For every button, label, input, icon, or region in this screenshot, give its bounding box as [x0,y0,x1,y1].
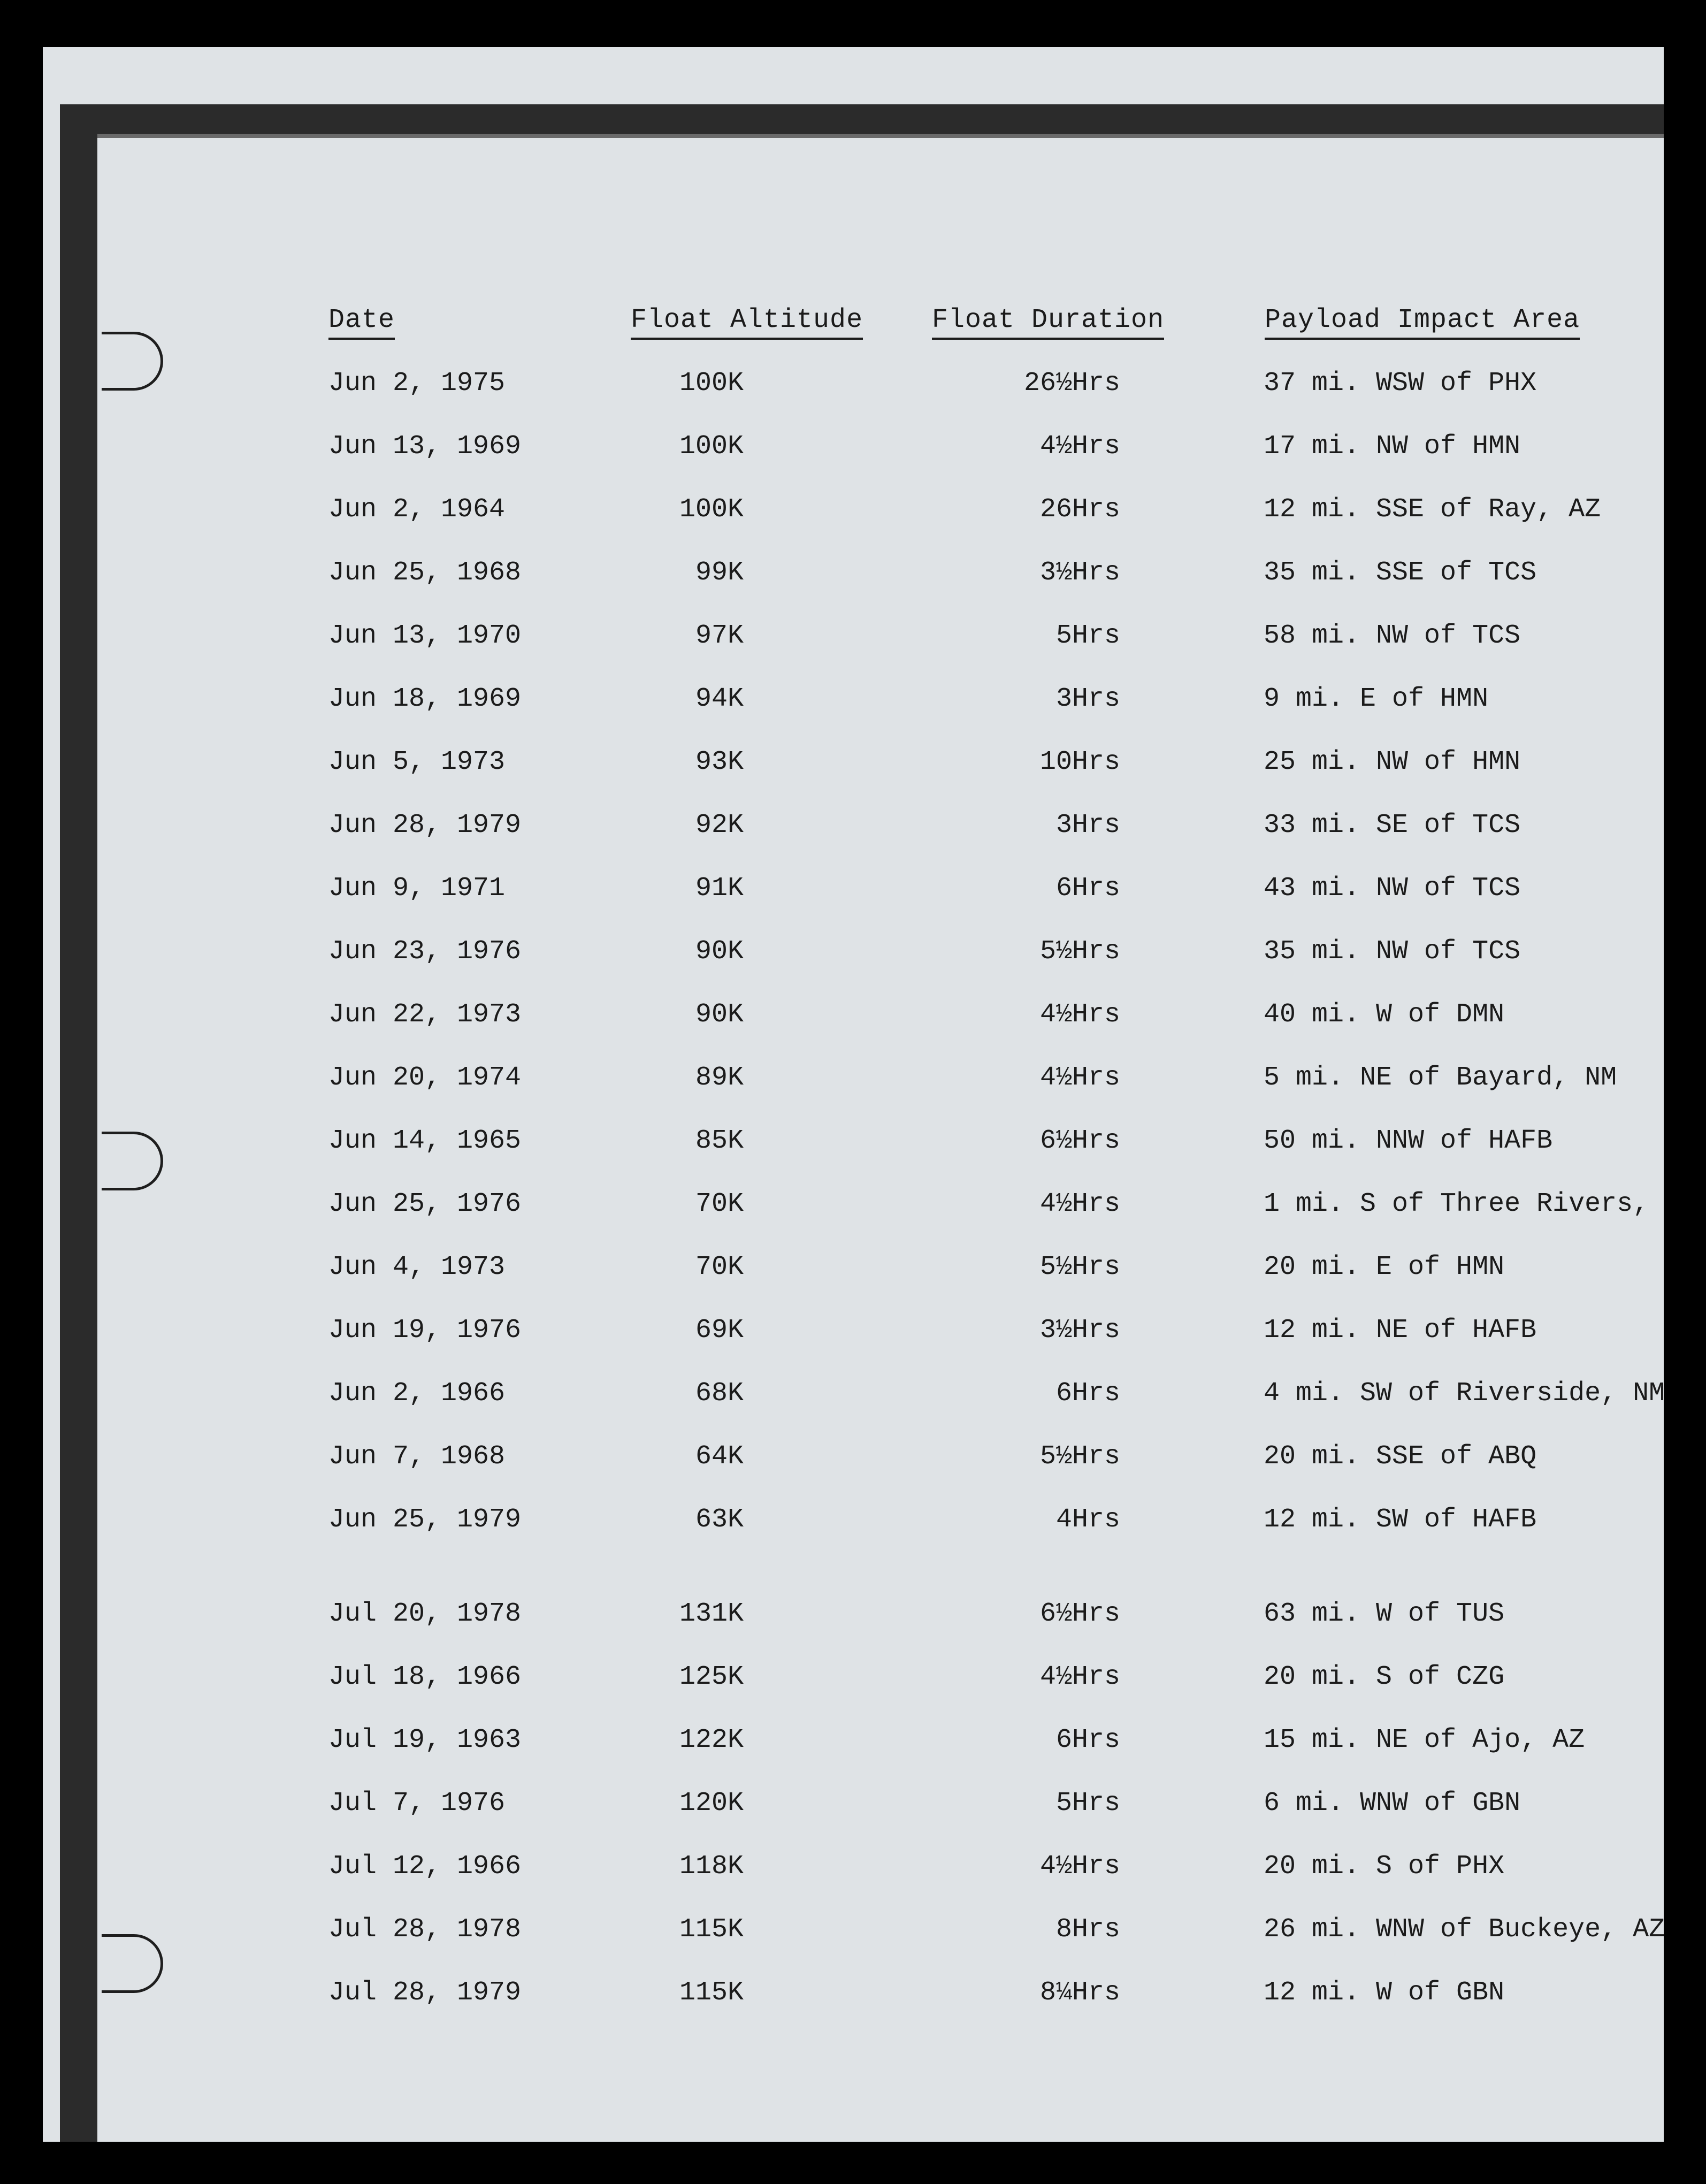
row-impact-area: 12 mi. NE of HAFB [1264,1315,1537,1346]
header-duration [932,305,1164,340]
row-date: Jun 13, 1970 [328,621,522,651]
binder-ring-icon [102,332,163,391]
row-date: Jun 2, 1964 [328,494,506,525]
row-date: Jun 25, 1976 [328,1189,522,1219]
row-altitude: 90K [695,936,744,967]
row-altitude: 97K [695,621,744,651]
row-date: Jul 7, 1976 [328,1788,506,1819]
row-altitude: 63K [695,1505,744,1535]
row-altitude: 115K [679,1914,744,1945]
row-impact-area: 6 mi. WNW of GBN [1264,1788,1521,1819]
row-duration: 4½Hrs [1039,1189,1120,1219]
row-altitude: 122K [679,1725,744,1755]
row-altitude: 120K [679,1788,744,1819]
row-altitude: 92K [695,810,744,841]
row-impact-area: 26 mi. WNW of Buckeye, AZ [1264,1914,1665,1945]
row-altitude: 125K [679,1662,744,1692]
table-row [328,873,1666,911]
row-impact-area: 4 mi. SW of Riverside, NM [1264,1378,1665,1409]
row-altitude: 118K [679,1851,744,1882]
row-duration: 4½Hrs [1039,1662,1120,1692]
row-date: Jun 22, 1973 [328,999,522,1030]
table-row [328,1378,1666,1416]
binder-ring-icon [102,1132,163,1190]
table-row [328,1725,1666,1762]
row-date: Jul 19, 1963 [328,1725,522,1755]
row-impact-area: 50 mi. NNW of HAFB [1264,1126,1553,1156]
row-date: Jun 14, 1965 [328,1126,522,1156]
row-date: Jul 20, 1978 [328,1599,522,1629]
row-altitude: 100K [679,368,744,399]
table-row [328,1063,1666,1100]
row-altitude: 94K [695,684,744,714]
table-row [328,621,1666,658]
header-altitude-label: Float Altitude [631,305,863,340]
table-row [328,747,1666,784]
row-impact-area: 5 mi. NE of Bayard, NM [1264,1063,1617,1093]
header-altitude [631,305,863,340]
table-row [328,684,1666,721]
binder-spine [60,104,97,2142]
row-impact-area: 63 mi. W of TUS [1264,1599,1505,1629]
row-date: Jun 13, 1969 [328,431,522,462]
row-duration: 5½Hrs [1039,936,1120,967]
row-altitude: 99K [695,558,744,588]
table-row [328,936,1666,974]
row-altitude: 85K [695,1126,744,1156]
row-altitude: 91K [695,873,744,904]
table-row [328,1914,1666,1952]
row-impact-area: 20 mi. SSE of ABQ [1264,1441,1537,1472]
row-impact-area: 1 mi. S of Three Rivers, [1264,1189,1649,1219]
table-row [328,494,1666,532]
row-duration: 6½Hrs [1039,1599,1120,1629]
row-date: Jun 19, 1976 [328,1315,522,1346]
header-area-label: Payload Impact Area [1265,305,1580,340]
row-duration: 3Hrs [1055,684,1120,714]
row-date: Jun 7, 1968 [328,1441,506,1472]
row-duration: 4½Hrs [1039,431,1120,462]
row-duration: 5½Hrs [1039,1252,1120,1282]
row-altitude: 115K [679,1977,744,2008]
row-impact-area: 17 mi. NW of HMN [1264,431,1521,462]
table-row [328,1851,1666,1889]
table-row [328,1977,1666,2015]
row-altitude: 89K [695,1063,744,1093]
table-row [328,1505,1666,1542]
row-impact-area: 9 mi. E of HMN [1264,684,1489,714]
row-date: Jun 2, 1966 [328,1378,506,1409]
row-impact-area: 20 mi. S of PHX [1264,1851,1505,1882]
row-date: Jun 9, 1971 [328,873,506,904]
header-duration-label: Float Duration [932,305,1164,340]
table-row [328,1126,1666,1163]
row-duration: 4Hrs [1055,1505,1120,1535]
row-date: Jun 28, 1979 [328,810,522,841]
row-altitude: 131K [679,1599,744,1629]
row-date: Jun 5, 1973 [328,747,506,777]
row-altitude: 64K [695,1441,744,1472]
header-date-label: Date [328,305,395,340]
row-date: Jun 25, 1979 [328,1505,522,1535]
row-impact-area: 20 mi. S of CZG [1264,1662,1505,1692]
row-date: Jun 20, 1974 [328,1063,522,1093]
row-duration: 6Hrs [1055,1725,1120,1755]
row-altitude: 93K [695,747,744,777]
row-date: Jun 2, 1975 [328,368,506,399]
table-row [328,1441,1666,1479]
row-duration: 26Hrs [1039,494,1120,525]
row-altitude: 70K [695,1189,744,1219]
row-altitude: 90K [695,999,744,1030]
row-duration: 6Hrs [1055,873,1120,904]
row-date: Jul 28, 1978 [328,1914,522,1945]
table-row [328,1599,1666,1636]
table-row [328,999,1666,1037]
row-impact-area: 35 mi. SSE of TCS [1264,558,1537,588]
row-date: Jun 4, 1973 [328,1252,506,1282]
binder-top-edge [97,134,1664,138]
row-impact-area: 35 mi. NW of TCS [1264,936,1521,967]
row-duration: 4½Hrs [1039,1063,1120,1093]
row-duration: 10Hrs [1039,747,1120,777]
row-impact-area: 12 mi. SSE of Ray, AZ [1264,494,1601,525]
row-duration: 5½Hrs [1039,1441,1120,1472]
row-impact-area: 58 mi. NW of TCS [1264,621,1521,651]
header-date [328,305,395,340]
row-duration: 3½Hrs [1039,1315,1120,1346]
table-row [328,1662,1666,1699]
row-impact-area: 43 mi. NW of TCS [1264,873,1521,904]
table-row [328,368,1666,406]
row-altitude: 68K [695,1378,744,1409]
row-duration: 3½Hrs [1039,558,1120,588]
table-row [328,1788,1666,1826]
table-row [328,431,1666,469]
table-row [328,1189,1666,1226]
row-date: Jul 28, 1979 [328,1977,522,2008]
table-row [328,810,1666,847]
row-impact-area: 40 mi. W of DMN [1264,999,1505,1030]
row-duration: 4½Hrs [1039,999,1120,1030]
table-row [328,1252,1666,1289]
row-date: Jul 12, 1966 [328,1851,522,1882]
table-row [328,1315,1666,1353]
binder-top-bar [60,104,1664,136]
row-impact-area: 33 mi. SE of TCS [1264,810,1521,841]
row-duration: 5Hrs [1055,1788,1120,1819]
row-impact-area: 12 mi. SW of HAFB [1264,1505,1537,1535]
row-altitude: 69K [695,1315,744,1346]
binder-ring-icon [102,1934,163,1993]
row-duration: 8¼Hrs [1039,1977,1120,2008]
row-duration: 6½Hrs [1039,1126,1120,1156]
row-duration: 4½Hrs [1039,1851,1120,1882]
row-impact-area: 37 mi. WSW of PHX [1264,368,1537,399]
row-date: Jun 18, 1969 [328,684,522,714]
table-row [328,558,1666,595]
row-impact-area: 15 mi. NE of Ajo, AZ [1264,1725,1585,1755]
row-altitude: 100K [679,431,744,462]
row-duration: 5Hrs [1055,621,1120,651]
row-altitude: 70K [695,1252,744,1282]
row-duration: 6Hrs [1055,1378,1120,1409]
row-duration: 8Hrs [1055,1914,1120,1945]
row-date: Jun 25, 1968 [328,558,522,588]
row-impact-area: 12 mi. W of GBN [1264,1977,1505,2008]
row-impact-area: 20 mi. E of HMN [1264,1252,1505,1282]
row-duration: 26½Hrs [1023,368,1120,399]
header-area [1265,305,1580,340]
row-duration: 3Hrs [1055,810,1120,841]
row-date: Jun 23, 1976 [328,936,522,967]
row-date: Jul 18, 1966 [328,1662,522,1692]
row-altitude: 100K [679,494,744,525]
row-impact-area: 25 mi. NW of HMN [1264,747,1521,777]
